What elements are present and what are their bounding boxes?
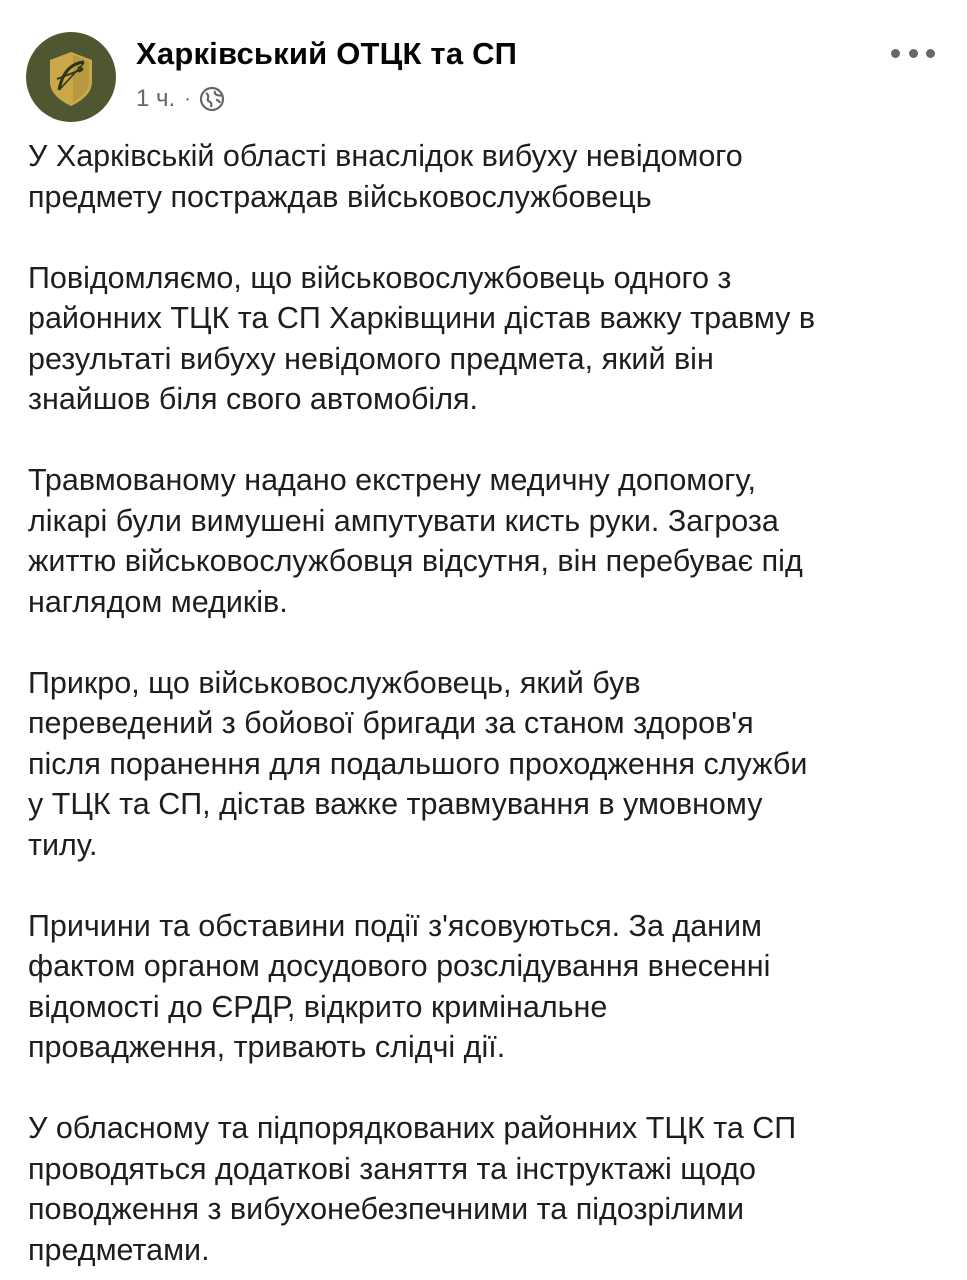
post-text-line: У Харківській області внаслідок вибуху невідомого xyxy=(28,139,743,173)
more-options-button[interactable] xyxy=(891,40,935,66)
post-paragraph xyxy=(28,136,948,217)
post-text-line: знайшов біля свого автомобіля. xyxy=(28,382,478,416)
post-text-line: тилу. xyxy=(28,827,98,862)
page-avatar[interactable] xyxy=(26,32,116,122)
post-text-line: предметами. xyxy=(28,1232,210,1267)
meta-separator: · xyxy=(184,87,191,110)
post-paragraph xyxy=(28,258,948,420)
post-text-line: відомості до ЄРДР, відкрито кримінальне xyxy=(28,989,608,1024)
post-meta xyxy=(136,84,225,114)
post-text-line: наглядом медиків. xyxy=(28,584,288,619)
post-paragraph xyxy=(28,1108,948,1270)
page-name-link[interactable]: Харківський ОТЦК та СП xyxy=(136,36,518,71)
post-paragraph xyxy=(28,663,948,866)
post-text-line: У обласному та підпорядкованих районних ТЦК та СП xyxy=(28,1111,797,1145)
globe-icon[interactable] xyxy=(199,86,225,112)
post-text-line: фактом органом досудового розслідування внесенні xyxy=(28,949,771,983)
post-text-line: лікарі були вимушені ампутувати кисть руки. Загроза xyxy=(28,503,779,538)
post-text-line: предмету постраждав військовослужбовець xyxy=(28,179,652,214)
post-text-line: результаті вибуху невідомого предмета, який він xyxy=(28,341,714,376)
post-header xyxy=(26,28,941,123)
post-paragraph xyxy=(28,906,948,1068)
post-timestamp[interactable]: 1 ч. xyxy=(136,85,176,112)
bow-emblem-icon xyxy=(26,32,116,122)
post-text-line: поводження з вибухонебезпечними та підозрілими xyxy=(28,1192,745,1226)
post-text-line: у ТЦК та СП, дістав важке травмування в умовному xyxy=(28,787,763,821)
post-text-line: провадження, тривають слідчі дії. xyxy=(28,1030,506,1064)
post-text-line: Прикро, що військовослужбовець, який був xyxy=(28,665,641,700)
post-text xyxy=(28,136,948,1280)
post-text-line: Причини та обставини події з'ясовуються. За даним xyxy=(28,908,763,943)
post-paragraph xyxy=(28,460,948,622)
post-text-line: переведений з бойової бригади за станом здоров'я xyxy=(28,706,754,740)
post-text-line: районних ТЦК та СП Харківщини дістав важку травму в xyxy=(28,301,816,335)
more-options-icon xyxy=(891,49,900,58)
post-text-line: Травмованому надано екстрену медичну допомогу, xyxy=(28,463,757,497)
more-options-dot xyxy=(909,49,918,58)
post-text-line: Повідомляємо, що військовослужбовець одного з xyxy=(28,260,732,295)
post-text-line: проводяться додаткові заняття та інструктажі щодо xyxy=(28,1151,756,1186)
post-text-line: після поранення для подальшого проходження служби xyxy=(28,746,808,781)
more-options-dot xyxy=(926,49,935,58)
post-text-line: життю військовослужбовця відсутня, він перебуває під xyxy=(28,544,803,578)
